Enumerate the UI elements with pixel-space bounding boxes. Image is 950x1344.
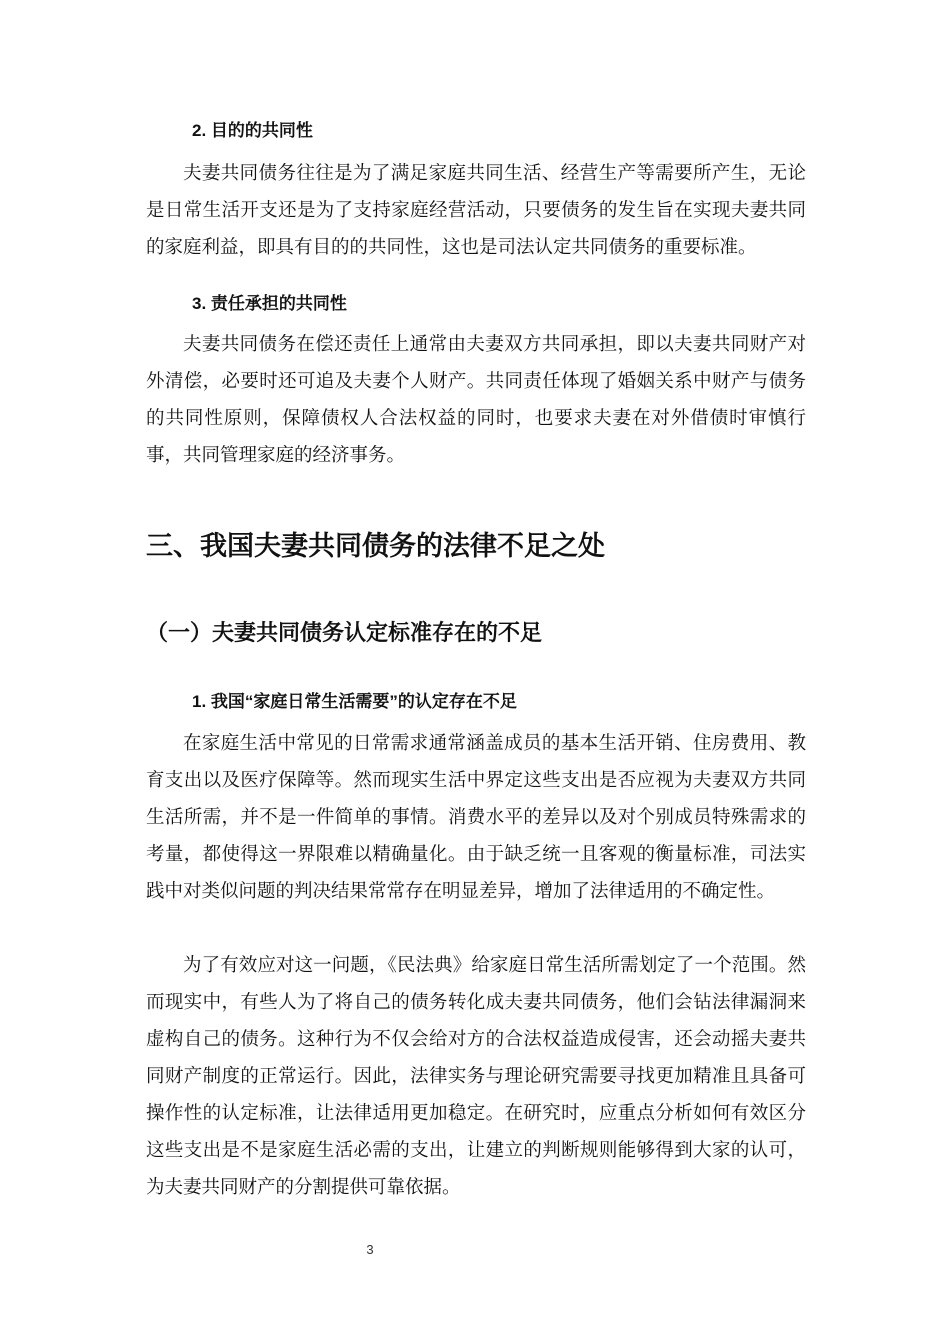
item-heading-daily-needs: 1. 我国“家庭日常生活需要”的认定存在不足	[192, 692, 517, 711]
section-heading-liability: 3. 责任承担的共同性	[192, 294, 347, 313]
section-heading-purpose: 2. 目的的共同性	[192, 121, 313, 140]
paragraph-liability: 夫妻共同债务在偿还责任上通常由夫妻双方共同承担，即以夫妻共同财产对外清偿，必要时还可追及夫妻个人财产。共同责任体现了婚姻关系中财产与债务的共同性原则，保障债权人合法权益的同时，也要求夫妻在对外借债时审慎行事，共同管理家庭的经济事务。	[146, 334, 806, 466]
paragraph-daily-needs-1: 在家庭生活中常见的日常需求通常涵盖成员的基本生活开销、住房费用、教育支出以及医疗保障等。然而现实生活中界定这些支出是否应视为夫妻双方共同生活所需，并不是一件简单的事情。消费水平的差异以及对个别成员特殊需求的考量，都使得这一界限难以精确量化。由于缺乏统一且客观的衡量标准，司法实践中对类似问题的判决结果常常存在明显差异，增加了法律适用的不确定性。	[146, 733, 806, 902]
page-number: 3	[366, 1242, 374, 1257]
paragraph-purpose: 夫妻共同债务往往是为了满足家庭共同生活、经营生产等需要所产生，无论是日常生活开支还是为了支持家庭经营活动，只要债务的发生旨在实现夫妻共同的家庭利益，即具有目的的共同性，这也是司法认定共同债务的重要标准。	[146, 163, 806, 258]
subchapter-title: （一）夫妻共同债务认定标准存在的不足	[146, 621, 543, 646]
paragraph-daily-needs-2: 为了有效应对这一问题，《民法典》给家庭日常生活所需划定了一个范围。然而现实中，有些人为了将自己的债务转化成夫妻共同债务，他们会钻法律漏洞来虚构自己的债务。这种行为不仅会给对方的合法权益造成侵害，还会动摇夫妻共同财产制度的正常运行。因此，法律实务与理论研究需要寻找更加精准且具备可操作性的认定标准，让法律适用更加稳定。在研究时，应重点分析如何有效区分这些支出是不是家庭生活必需的支出，让建立的判断规则能够得到大家的认可，为夫妻共同财产的分割提供可靠依据。	[146, 955, 806, 1198]
chapter-title: 三、我国夫妻共同债务的法律不足之处	[146, 531, 605, 562]
